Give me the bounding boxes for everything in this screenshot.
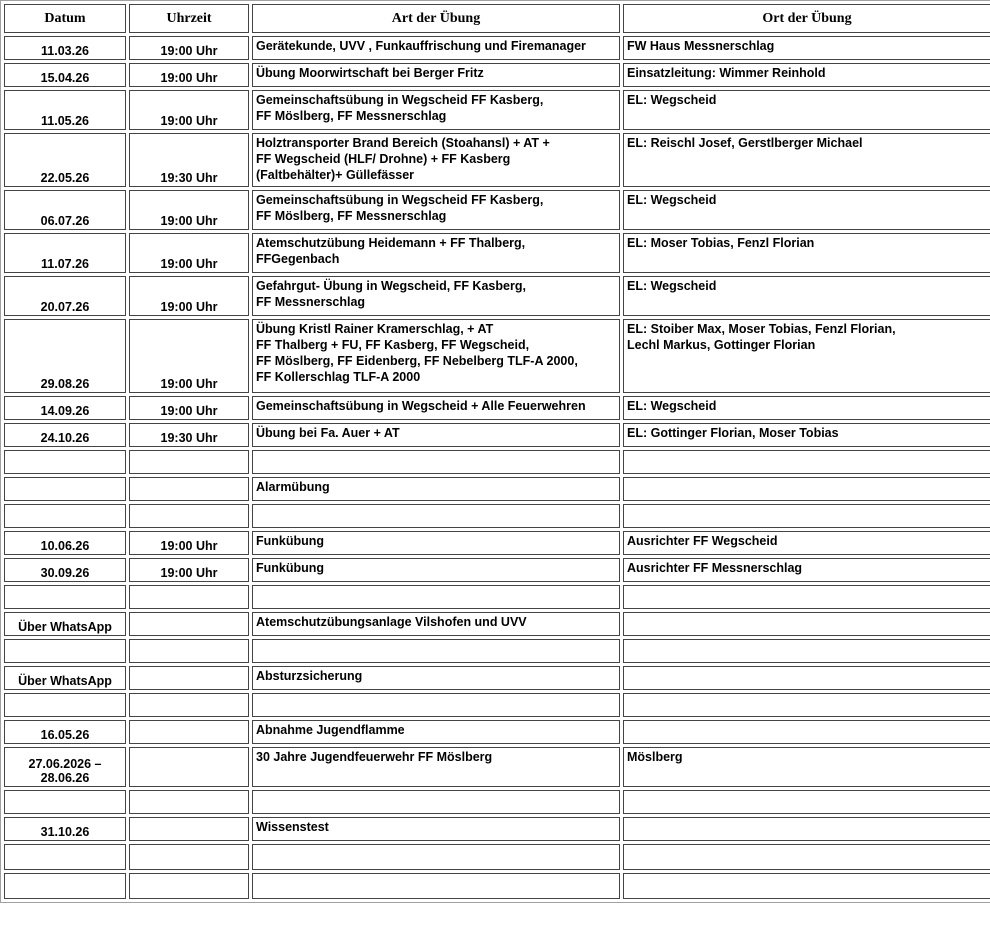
date-cell-line: 29.08.26 (40, 377, 90, 391)
time-cell (129, 639, 249, 663)
location-cell (623, 558, 990, 582)
date-cell (4, 396, 126, 420)
exercise-cell (252, 612, 620, 636)
location-cell-line: EL: Wegscheid (627, 399, 717, 413)
location-cell (623, 612, 990, 636)
exercise-cell (252, 666, 620, 690)
header-exercise: Art der Übung (252, 4, 620, 33)
date-cell (4, 90, 126, 130)
table-row (4, 844, 990, 870)
exercise-cell (252, 817, 620, 841)
date-cell (4, 693, 126, 717)
exercise-cell-line: Gemeinschaftsübung in Wegscheid FF Kasberg, (256, 93, 544, 107)
date-cell (4, 558, 126, 582)
table-row (4, 477, 990, 501)
exercise-cell-line: Übung Moorwirtschaft bei Berger Fritz (256, 66, 484, 80)
date-cell (4, 319, 126, 393)
exercise-cell-line: Übung Kristl Rainer Kramerschlag, + AT (256, 322, 494, 336)
exercise-cell-line: FF Kollerschlag TLF-A 2000 (256, 370, 421, 384)
date-cell (4, 747, 126, 787)
exercise-cell-line: FF Thalberg + FU, FF Kasberg, FF Wegscheid, (256, 338, 530, 352)
exercise-cell (252, 720, 620, 744)
location-cell (623, 450, 990, 474)
date-cell (4, 639, 126, 663)
table-row (4, 693, 990, 717)
time-cell (129, 747, 249, 787)
date-cell (4, 873, 126, 899)
table-row (4, 63, 990, 87)
table-row (4, 36, 990, 60)
time-cell (129, 666, 249, 690)
exercise-cell-line: Gerätekunde, UVV , Funkauffrischung und Firemanager (256, 39, 586, 53)
date-cell-line: 31.10.26 (40, 825, 90, 839)
date-cell (4, 844, 126, 870)
exercise-cell-line: Holztransporter Brand Bereich (Stoahansl) + AT + (256, 136, 550, 150)
location-cell (623, 233, 990, 273)
location-cell (623, 873, 990, 899)
table-row (4, 790, 990, 814)
date-cell-line: 11.03.26 (41, 44, 89, 58)
header-row (4, 4, 990, 33)
date-cell-line: 24.10.26 (40, 431, 90, 445)
location-cell-line: EL: Stoiber Max, Moser Tobias, Fenzl Florian, (627, 322, 896, 336)
date-cell-line: 20.07.26 (40, 300, 90, 314)
date-cell (4, 666, 126, 690)
exercise-cell-line: Gemeinschaftsübung in Wegscheid + Alle Feuerwehren (256, 399, 586, 413)
exercise-cell-line: 30 Jahre Jugendfeuerwehr FF Möslberg (256, 750, 493, 764)
table-row (4, 396, 990, 420)
date-cell-line: 14.09.26 (40, 404, 90, 418)
time-cell: 19:00 Uhr (129, 36, 249, 60)
table-row (4, 612, 990, 636)
exercise-cell-line: Funkübung (256, 534, 325, 548)
table-row (4, 133, 990, 187)
time-cell (129, 720, 249, 744)
date-cell (4, 477, 126, 501)
table-row (4, 90, 990, 130)
location-cell (623, 63, 990, 87)
time-cell: 19:00 Uhr (129, 396, 249, 420)
date-cell-line: Über WhatsApp (18, 620, 112, 634)
location-cell (623, 666, 990, 690)
time-cell (129, 504, 249, 528)
time-cell (129, 612, 249, 636)
location-cell-line: EL: Wegscheid (627, 193, 717, 207)
location-cell-line: FW Haus Messnerschlag (627, 39, 775, 53)
time-cell (129, 693, 249, 717)
date-cell (4, 190, 126, 230)
schedule-body (4, 36, 990, 899)
exercise-cell-line: FF Möslberg, FF Messnerschlag (256, 109, 447, 123)
time-cell (129, 477, 249, 501)
exercise-cell-line: FF Möslberg, FF Eidenberg, FF Nebelberg TLF-A 2000, (256, 354, 578, 368)
date-cell-line: 28.06.26 (40, 771, 90, 785)
exercise-cell (252, 639, 620, 663)
table-row (4, 319, 990, 393)
location-cell (623, 790, 990, 814)
table-row (4, 720, 990, 744)
location-cell-line: EL: Wegscheid (627, 279, 717, 293)
table-row (4, 747, 990, 787)
location-cell (623, 36, 990, 60)
location-cell-line: EL: Gottinger Florian, Moser Tobias (627, 426, 839, 440)
exercise-cell (252, 319, 620, 393)
exercise-cell-line: FF Messnerschlag (256, 295, 366, 309)
location-cell-line: Möslberg (627, 750, 683, 764)
location-cell-line: Einsatzleitung: Wimmer Reinhold (627, 66, 826, 80)
location-cell (623, 477, 990, 501)
exercise-cell (252, 477, 620, 501)
exercise-cell-line: Gefahrgut- Übung in Wegscheid, FF Kasberg, (256, 279, 526, 293)
table-row (4, 817, 990, 841)
location-cell (623, 90, 990, 130)
table-row (4, 233, 990, 273)
date-cell (4, 790, 126, 814)
date-cell-line: 10.06.26 (40, 539, 90, 553)
exercise-cell (252, 693, 620, 717)
date-cell-line: 30.09.26 (40, 566, 90, 580)
exercise-cell (252, 790, 620, 814)
exercise-cell (252, 190, 620, 230)
exercise-cell-line: Funkübung (256, 561, 325, 575)
time-cell: 19:00 Uhr (129, 233, 249, 273)
location-cell-line: Ausrichter FF Messnerschlag (627, 561, 803, 575)
exercise-cell-line: Absturzsicherung (256, 669, 363, 683)
exercise-cell-line: Abnahme Jugendflamme (256, 723, 405, 737)
location-cell-line: EL: Moser Tobias, Fenzl Florian (627, 236, 815, 250)
date-cell-line: 15.04.26 (40, 71, 90, 85)
time-cell: 19:30 Uhr (129, 423, 249, 447)
header-time: Uhrzeit (129, 4, 249, 33)
exercise-cell-line: Alarmübung (256, 480, 330, 494)
time-cell (129, 585, 249, 609)
exercise-cell (252, 504, 620, 528)
time-cell: 19:00 Uhr (129, 531, 249, 555)
exercise-cell-line: Atemschutzübung Heidemann + FF Thalberg, (256, 236, 526, 250)
time-cell (129, 844, 249, 870)
location-cell (623, 720, 990, 744)
location-cell-line: Lechl Markus, Gottinger Florian (627, 338, 816, 352)
exercise-cell-line: FF Möslberg, FF Messnerschlag (256, 209, 447, 223)
table-row (4, 558, 990, 582)
location-cell-line: EL: Wegscheid (627, 93, 717, 107)
date-cell (4, 423, 126, 447)
location-cell (623, 817, 990, 841)
time-cell: 19:00 Uhr (129, 90, 249, 130)
date-cell-line: Über WhatsApp (18, 674, 112, 688)
table-row (4, 666, 990, 690)
location-cell (623, 276, 990, 316)
date-cell (4, 817, 126, 841)
location-cell (623, 531, 990, 555)
exercise-cell (252, 873, 620, 899)
table-row (4, 190, 990, 230)
exercise-cell-line: (Faltbehälter)+ Güllefässer (256, 168, 415, 182)
date-cell (4, 450, 126, 474)
table-row (4, 585, 990, 609)
date-cell-line: 22.05.26 (40, 171, 90, 185)
time-cell (129, 450, 249, 474)
exercise-cell (252, 450, 620, 474)
table-row (4, 639, 990, 663)
exercise-cell (252, 531, 620, 555)
date-cell (4, 63, 126, 87)
date-cell-line: 11.05.26 (41, 114, 89, 128)
exercise-cell-line: Gemeinschaftsübung in Wegscheid FF Kasberg, (256, 193, 544, 207)
table-row (4, 504, 990, 528)
time-cell (129, 790, 249, 814)
location-cell-line: Ausrichter FF Wegscheid (627, 534, 778, 548)
exercise-cell-line: Atemschutzübungsanlage Vilshofen und UVV (256, 615, 527, 629)
header-date: Datum (4, 4, 126, 33)
date-cell (4, 133, 126, 187)
location-cell (623, 844, 990, 870)
table-row (4, 531, 990, 555)
location-cell (623, 693, 990, 717)
exercise-cell-line: Übung bei Fa. Auer + AT (256, 426, 400, 440)
exercise-cell-line: Wissenstest (256, 820, 329, 834)
location-cell-line: EL: Reischl Josef, Gerstlberger Michael (627, 136, 863, 150)
location-cell (623, 133, 990, 187)
exercise-cell (252, 747, 620, 787)
exercise-cell (252, 423, 620, 447)
time-cell: 19:00 Uhr (129, 63, 249, 87)
date-cell-line: 06.07.26 (40, 214, 90, 228)
time-cell: 19:00 Uhr (129, 190, 249, 230)
date-cell (4, 585, 126, 609)
exercise-cell (252, 233, 620, 273)
date-cell (4, 233, 126, 273)
location-cell (623, 639, 990, 663)
date-cell (4, 531, 126, 555)
exercise-cell-line: FF Wegscheid (HLF/ Drohne) + FF Kasberg (256, 152, 511, 166)
date-cell (4, 36, 126, 60)
date-cell (4, 720, 126, 744)
date-cell-line: 27.06.2026 – (28, 757, 102, 771)
exercise-cell (252, 585, 620, 609)
time-cell: 19:00 Uhr (129, 276, 249, 316)
exercise-cell (252, 276, 620, 316)
table-row (4, 423, 990, 447)
location-cell (623, 190, 990, 230)
time-cell (129, 873, 249, 899)
table-row (4, 276, 990, 316)
location-cell (623, 396, 990, 420)
location-cell (623, 504, 990, 528)
location-cell (623, 585, 990, 609)
exercise-cell (252, 36, 620, 60)
date-cell (4, 504, 126, 528)
time-cell: 19:00 Uhr (129, 319, 249, 393)
location-cell (623, 423, 990, 447)
date-cell (4, 276, 126, 316)
date-cell-line: 16.05.26 (40, 728, 90, 742)
exercise-cell (252, 558, 620, 582)
exercise-cell (252, 133, 620, 187)
time-cell (129, 817, 249, 841)
date-cell (4, 612, 126, 636)
exercise-cell (252, 396, 620, 420)
table-row (4, 450, 990, 474)
time-cell: 19:00 Uhr (129, 558, 249, 582)
location-cell (623, 747, 990, 787)
exercise-cell (252, 90, 620, 130)
time-cell: 19:30 Uhr (129, 133, 249, 187)
location-cell (623, 319, 990, 393)
exercise-cell (252, 63, 620, 87)
exercise-cell (252, 844, 620, 870)
exercise-cell-line: FFGegenbach (256, 252, 340, 266)
header-location: Ort der Übung (623, 4, 990, 33)
table-row (4, 873, 990, 899)
date-cell-line: 11.07.26 (41, 257, 89, 271)
